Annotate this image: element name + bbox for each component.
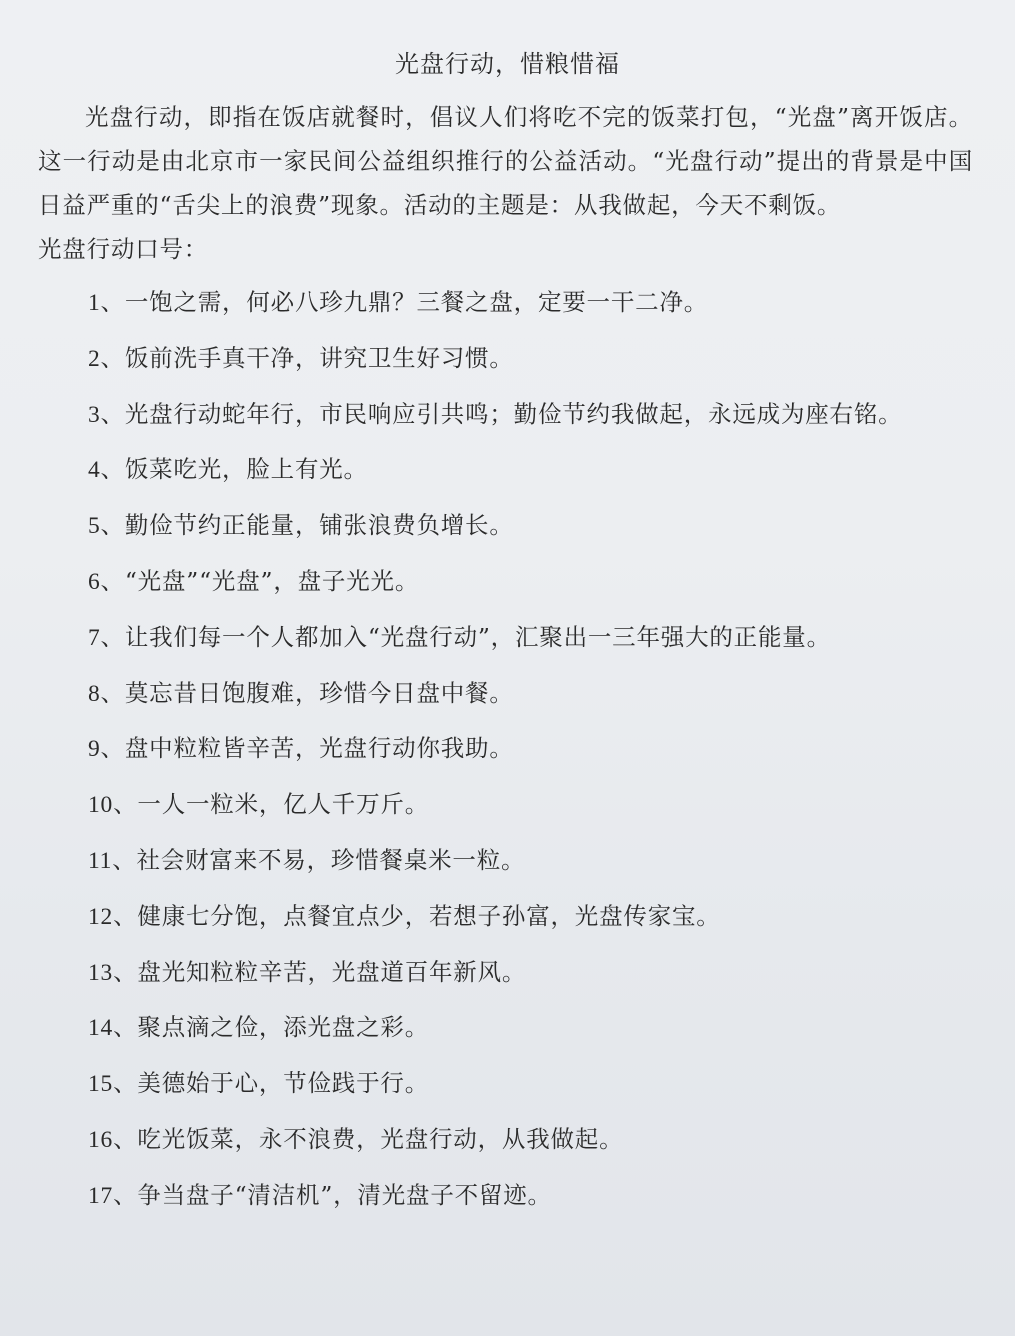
slogan-text: 一人一粒米，亿人千万斤。: [137, 790, 430, 819]
slogan-item: [88, 1007, 902, 1063]
intro-paragraph: 光盘行动，即指在饭店就餐时，倡议人们将吃不完的饭菜打包，“光盘”离开饭店。这一行动是由北京市一家民间公益组织推行的公益活动。“光盘行动”提出的背景是中国日益严重的“舌尖上的浪费”现象。活动的主题是：从我做起，今天不剩饭。: [38, 103, 973, 219]
slogan-item: [88, 617, 902, 673]
slogan-number: 12、: [88, 903, 138, 930]
slogan-number: 16、: [88, 1126, 138, 1153]
slogan-number: 6、: [88, 568, 125, 595]
document-title: 光盘行动，惜粮惜福: [395, 50, 620, 78]
slogan-number: 2、: [88, 345, 125, 372]
slogan-item: [88, 952, 902, 1008]
slogan-text: 盘光知粒粒辛苦，光盘道百年新风。: [137, 957, 527, 986]
slogan-item: [88, 784, 902, 840]
slogan-text: 盘中粒粒皆辛苦，光盘行动你我助。: [124, 734, 514, 763]
slogan-item: [88, 1063, 902, 1119]
slogan-text: 一饱之需，何必八珍九鼎？三餐之盘，定要一干二净。: [124, 288, 709, 316]
slogan-item: [88, 1175, 902, 1231]
slogan-number: 11、: [88, 847, 137, 874]
slogan-text: 健康七分饱，点餐宜点少，若想子孙富，光盘传家宝。: [137, 901, 721, 930]
slogan-text: 美德始于心，节俭践于行。: [137, 1069, 430, 1098]
slogan-number: 1、: [88, 290, 125, 316]
slogan-item: [88, 394, 902, 450]
slogan-number: 3、: [88, 401, 125, 428]
slogan-text: “光盘”“光盘”，盘子光光。: [124, 566, 420, 595]
slogan-list: [88, 282, 902, 1231]
slogan-number: 7、: [88, 624, 125, 651]
slogan-number: 13、: [88, 959, 138, 986]
slogan-number: 15、: [88, 1071, 138, 1098]
slogan-text: 吃光饭菜，永不浪费，光盘行动，从我做起。: [137, 1124, 624, 1153]
slogan-number: 10、: [88, 792, 138, 819]
slogan-text: 莫忘昔日饱腹难，珍惜今日盘中餐。: [124, 678, 514, 707]
slogan-number: 17、: [88, 1182, 138, 1209]
slogan-item: [88, 338, 902, 394]
slogan-number: 14、: [88, 1015, 138, 1042]
slogan-text: 饭菜吃光，脸上有光。: [124, 455, 368, 484]
slogan-item: [88, 1119, 902, 1175]
slogan-item: [88, 449, 902, 505]
slogan-number: 8、: [88, 680, 125, 707]
slogan-text: 让我们每一个人都加入“光盘行动”，汇聚出一三年强大的正能量。: [124, 622, 831, 651]
slogan-number: 9、: [88, 736, 125, 763]
slogan-item: [88, 561, 902, 617]
slogan-item: [88, 728, 902, 784]
slogan-text: 聚点滴之俭，添光盘之彩。: [137, 1013, 430, 1042]
slogan-item: [88, 505, 902, 561]
slogan-item: [88, 840, 902, 896]
slogan-number: 5、: [88, 513, 125, 540]
slogan-text: 争当盘子“清洁机”，清光盘子不留迹。: [137, 1180, 552, 1209]
slogan-text: 光盘行动蛇年行，市民响应引共鸣；勤俭节约我做起，永远成为座右铭。: [124, 399, 903, 428]
slogan-text: 饭前洗手真干净，讲究卫生好习惯。: [124, 343, 514, 372]
slogan-number: 4、: [88, 457, 125, 484]
slogan-text: 勤俭节约正能量，铺张浪费负增长。: [124, 511, 514, 540]
slogan-heading: 光盘行动口号：: [38, 235, 209, 263]
slogan-text: 社会财富来不易，珍惜餐桌米一粒。: [136, 845, 526, 874]
slogan-item: [88, 282, 902, 338]
slogan-item: [88, 673, 902, 729]
slogan-item: [88, 896, 902, 952]
